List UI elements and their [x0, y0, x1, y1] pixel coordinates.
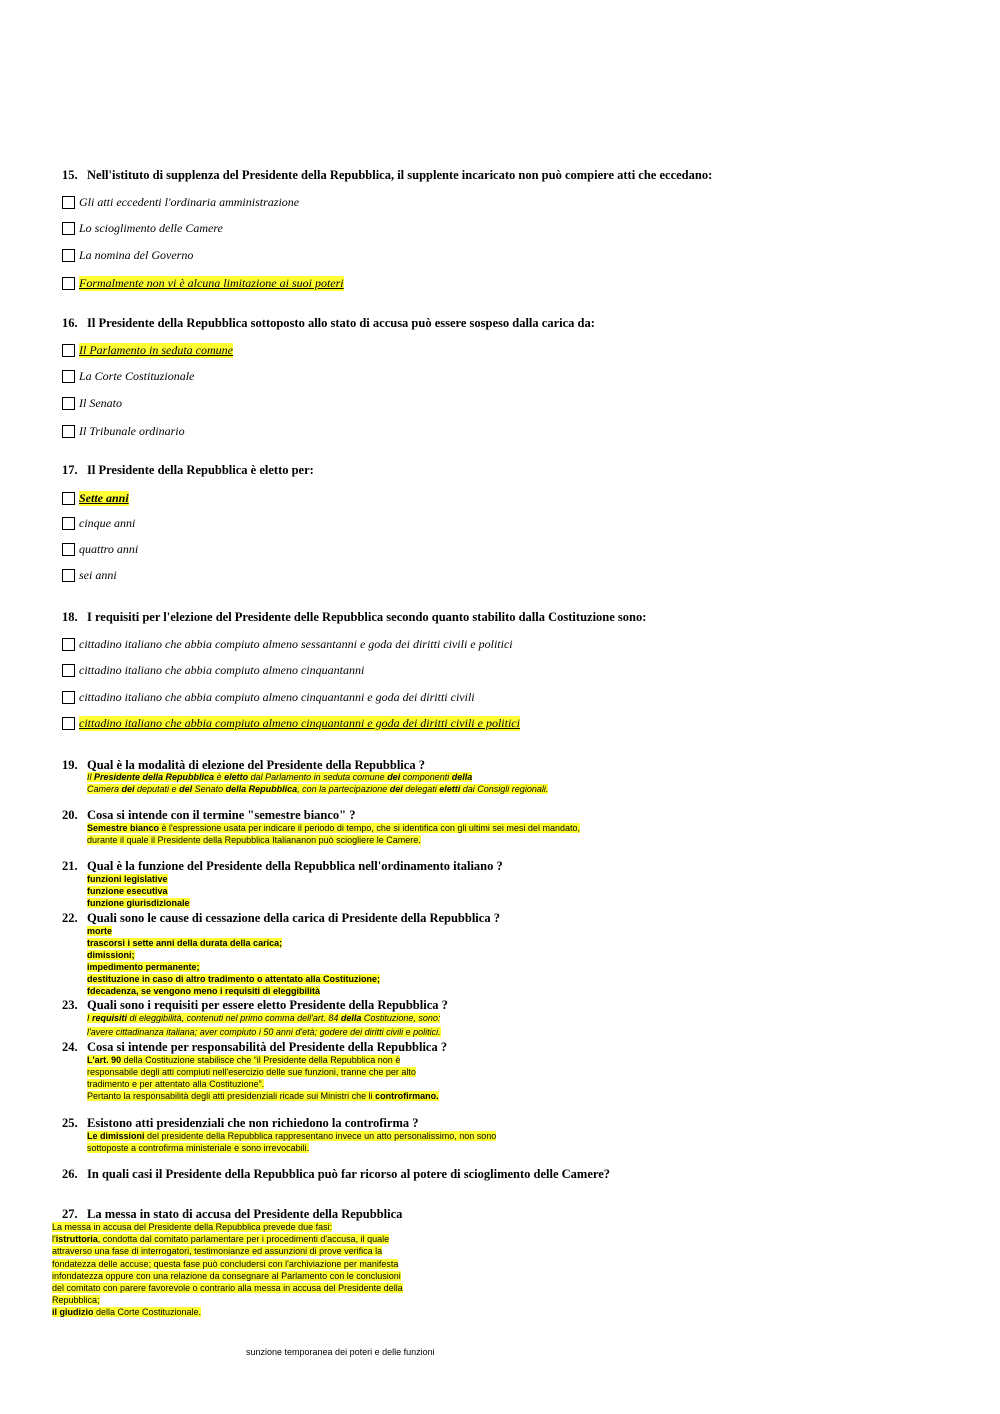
question-26: 26. In quali casi il Presidente della Repubblica può far ricorso al potere di scioglimento delle Camere? — [62, 1167, 611, 1181]
question-18: 18. I requisiti per l'elezione del Presidente delle Repubblica secondo quanto stabilito dalla Costituzione sono: — [62, 610, 647, 624]
checkbox[interactable] — [62, 249, 75, 262]
checkbox[interactable] — [62, 638, 75, 651]
checkbox[interactable] — [62, 222, 75, 235]
checkbox[interactable] — [62, 569, 75, 582]
option-16-3[interactable]: Il Senato — [62, 395, 122, 411]
answer-23: I requisiti di eleggibilità, contenuti nel primo comma dell'art. 84 della Costituzione, sono: l'avere cittadinanza italiana; aver compiuto i 50 anni d'età; godere dei diritti civili e politici. — [87, 1013, 441, 1037]
option-15-1[interactable]: Gli atti eccedenti l'ordinaria amministrazione — [62, 194, 299, 210]
option-17-3[interactable]: quattro anni — [62, 541, 138, 557]
checkbox[interactable] — [62, 397, 75, 410]
question-15: 15. Nell'istituto di supplenza del Presidente della Repubblica, il supplente incaricato non può compiere atti che eccedano: — [62, 168, 713, 182]
question-22: 22. Quali sono le cause di cessazione della carica di Presidente della Repubblica ? — [62, 911, 500, 925]
option-18-1[interactable]: cittadino italiano che abbia compiuto almeno sessantanni e goda dei diritti civili e politici — [62, 636, 513, 652]
checkbox[interactable] — [62, 664, 75, 677]
answer-19: Il Presidente della Repubblica è eletto dal Parlamento in seduta comune dei componenti della Camera dei deputati e del Senato della Repubblica, con la partecipazione dei delegati eletti dai Consigli regionali. — [87, 772, 549, 794]
answer-21: funzioni legislative funzione esecutiva funzione giurisdizionale — [87, 874, 190, 908]
option-15-4[interactable]: Formalmente non vi è alcuna limitazione ai suoi poteri — [62, 275, 344, 291]
question-19: 19. Qual è la modalità di elezione del Presidente della Repubblica ? — [62, 758, 425, 772]
option-18-2[interactable]: cittadino italiano che abbia compiuto almeno cinquantanni — [62, 662, 364, 678]
answer-20: Semestre bianco è l'espressione usata per indicare il periodo di tempo, che si identifica con gli ultimi sei mesi del mandato, durante il quale il Presidente della Repubblica Italiananon può sciogliere le Camere. — [87, 823, 580, 845]
option-16-4[interactable]: Il Tribunale ordinario — [62, 423, 185, 439]
answer-27: La messa in accusa del Presidente della Repubblica prevede due fasi: l'istruttoria, condotta dal comitato parlamentare per i procedimenti d'accusa, il quale attraverso una fase di interrogatori, testimonianze ed assunzioni di prove verifica la fondatezza delle accuse; questa fase può concludersi con l'archiviazione per manifesta infondatezza oppure con una relazione da consegnare al Parlamento con le conclusioni del comitato con parere favorevole o contrario alla messa in accusa del Presidente della Repubblica; il giudizio della Corte Costituzionale. — [52, 1222, 403, 1318]
answer-25: Le dimissioni del presidente della Repubblica rappresentano invece un atto personalissimo, non sono sottoposte a controfirma ministeriale e sono irrevocabili. — [87, 1131, 497, 1153]
checkbox[interactable] — [62, 691, 75, 704]
footer-note: sunzione temporanea dei poteri e delle funzioni — [246, 1347, 435, 1357]
checkbox[interactable] — [62, 344, 75, 357]
question-24: 24. Cosa si intende per responsabilità del Presidente della Repubblica ? — [62, 1040, 448, 1054]
option-17-4[interactable]: sei anni — [62, 567, 117, 583]
question-23: 23. Quali sono i requisiti per essere eletto Presidente della Repubblica ? — [62, 998, 448, 1012]
checkbox[interactable] — [62, 277, 75, 290]
question-16: 16. Il Presidente della Repubblica sottoposto allo stato di accusa può essere sospeso dalla carica da: — [62, 316, 595, 330]
question-21: 21. Qual è la funzione del Presidente della Repubblica nell'ordinamento italiano ? — [62, 859, 503, 873]
option-15-2[interactable]: Lo scioglimento delle Camere — [62, 220, 223, 236]
checkbox[interactable] — [62, 492, 75, 505]
option-18-4[interactable]: cittadino italiano che abbia compiuto almeno cinquantanni e goda dei diritti civili e politici — [62, 715, 520, 731]
checkbox[interactable] — [62, 543, 75, 556]
option-17-1[interactable]: Sette anni — [62, 490, 129, 506]
checkbox[interactable] — [62, 196, 75, 209]
answer-22: morte trascorsi i sette anni della durata della carica; dimissioni; impedimento permanente; destituzione in caso di altro tradimento o attentato alla Costituzione; fdecadenza, se vengono meno i requisiti di eleggibilità — [87, 926, 381, 996]
checkbox[interactable] — [62, 717, 75, 730]
option-18-3[interactable]: cittadino italiano che abbia compiuto almeno cinquantanni e goda dei diritti civili — [62, 689, 475, 705]
question-20: 20. Cosa si intende con il termine "semestre bianco" ? — [62, 808, 356, 822]
checkbox[interactable] — [62, 517, 75, 530]
checkbox[interactable] — [62, 370, 75, 383]
question-25: 25. Esistono atti presidenziali che non richiedono la controfirma ? — [62, 1116, 419, 1130]
question-17: 17. Il Presidente della Repubblica è eletto per: — [62, 463, 314, 477]
answer-24: L'art. 90 della Costituzione stabilisce che “il Presidente della Repubblica non è responsabile degli atti compiuti nell'esercizio delle sue funzioni, tranne che per alto tradimento e per attentato alla Costituzione”. Pertanto la responsabilità degli atti presidenziali ricade sui Ministri che li controfirmano. — [87, 1055, 439, 1101]
option-17-2[interactable]: cinque anni — [62, 515, 135, 531]
option-16-1[interactable]: Il Parlamento in seduta comune — [62, 342, 233, 358]
question-27: 27. La messa in stato di accusa del Presidente della Repubblica — [62, 1207, 403, 1221]
option-15-3[interactable]: La nomina del Governo — [62, 247, 193, 263]
option-16-2[interactable]: La Corte Costituzionale — [62, 368, 194, 384]
checkbox[interactable] — [62, 425, 75, 438]
